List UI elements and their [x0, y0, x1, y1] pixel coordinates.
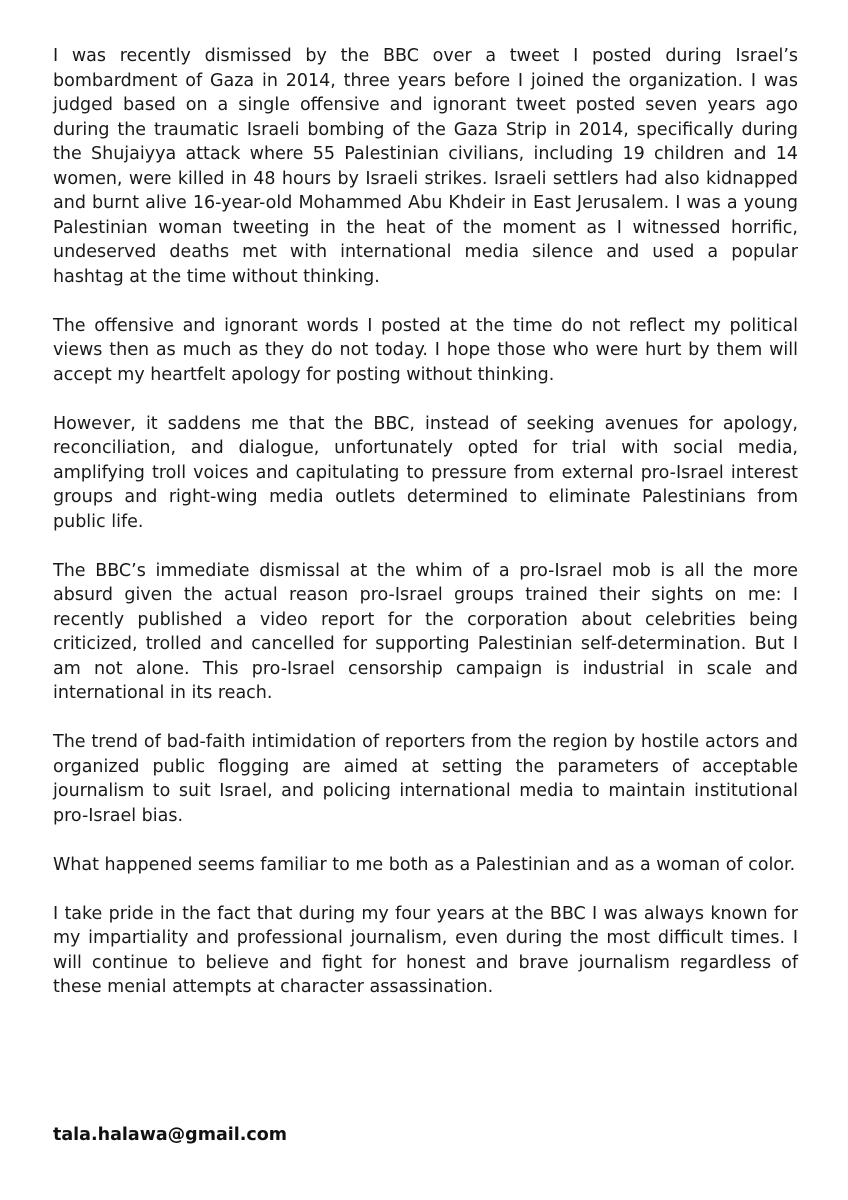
- paragraph-reason: The BBC’s immediate dismissal at the whim of a pro-Israel mob is all the more absurd given the actual reason pro-Israel groups trained their sights on me: I recently published a video report for the corporation about celebrities being criticized, trolled and cancelled for supporting Palestinian self-determination. But I am not alone. This pro-Israel censorship campaign is industrial in scale and international in its reach.: [53, 560, 798, 703]
- paragraph-bbc-response: However, it saddens me that the BBC, instead of seeking avenues for apology, reconciliation, and dialogue, unfortunately opted for trial with social media, amplifying troll voices and capitulating to pressure from external pro-Israel interest groups and right-wing media outlets determined to eliminate Palestinians from public life.: [53, 413, 798, 532]
- paragraph-apology: The offensive and ignorant words I posted at the time do not reflect my political views then as much as they do not today. I hope those who were hurt by them will accept my heartfelt apology for posting without thinking.: [53, 315, 798, 385]
- paragraph-pride: I take pride in the fact that during my four years at the BBC I was always known for my impartiality and professional journalism, even during the most difficult times. I will continue to believe and fight for honest and brave journalism regardless of these menial attempts at character assassination.: [53, 903, 798, 997]
- letter-body: [53, 44, 798, 1024]
- paragraph-familiar: What happened seems familiar to me both as a Palestinian and as a woman of color.: [53, 854, 796, 875]
- paragraph-intimidation-trend: The trend of bad-faith intimidation of reporters from the region by hostile actors and organized public flogging are aimed at setting the parameters of acceptable journalism to suit Israel, and policing international media to maintain institutional pro-Israel bias.: [53, 732, 798, 826]
- paragraph-dismissal: I was recently dismissed by the BBC over a tweet I posted during Israel’s bombardment of Gaza in 2014, three years before I joined the organization. I was judged based on a single offensive and ignorant tweet posted seven years ago during the traumatic Israeli bombing of the Gaza Strip in 2014, specifically during the Shujaiyya attack where 55 Palestinian civilians, including 19 children and 14 women, were killed in 48 hours by Israeli strikes. Israeli settlers had also kidnapped and burnt alive 16-year-old Mohammed Abu Khdeir in East Jerusalem. I was a young Palestinian woman tweeting in the heat of the moment as I witnessed horrific, undeserved deaths met with international media silence and used a popular hashtag at the time without thinking.: [53, 46, 798, 287]
- contact-email: tala.halawa@gmail.com: [53, 1125, 288, 1145]
